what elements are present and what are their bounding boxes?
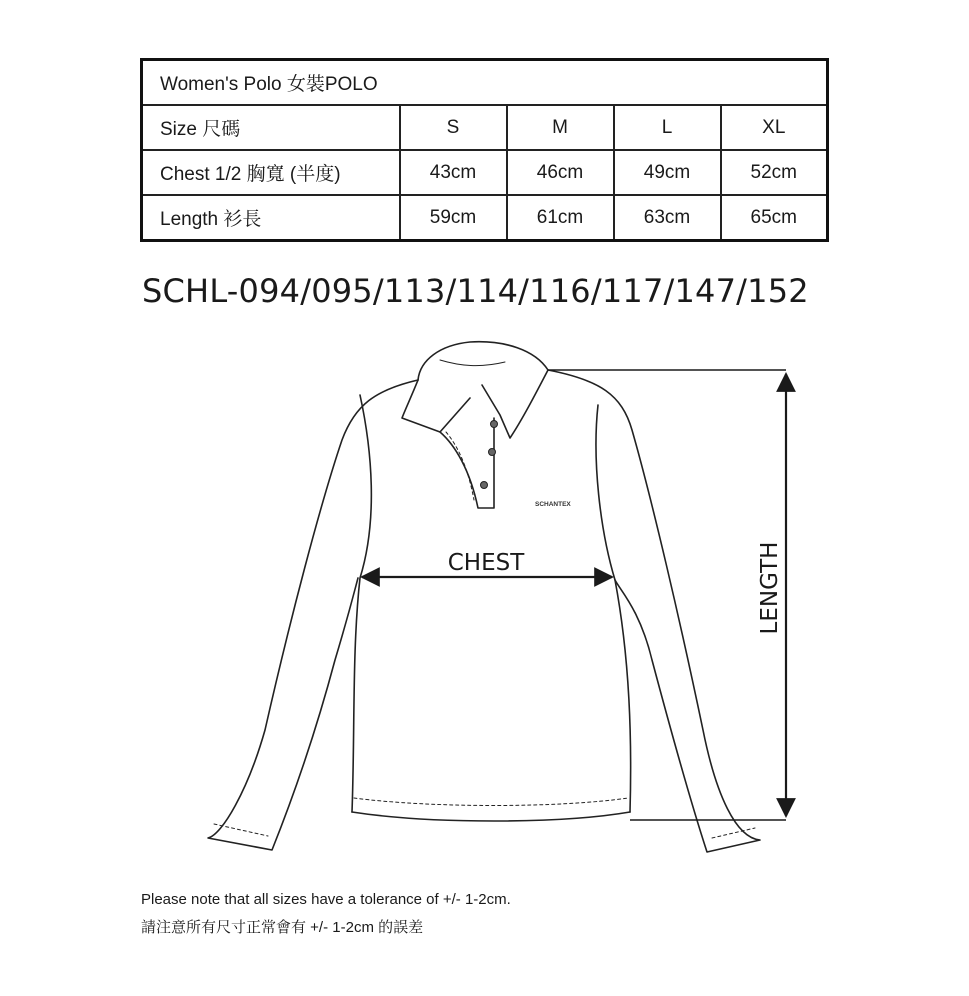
chest-label: CHEST: [447, 550, 525, 576]
body-left-side: [352, 395, 371, 812]
length-label: LENGTH: [757, 541, 783, 635]
polo-shirt-diagram: [0, 320, 969, 880]
length-row-label: Length 衫長: [142, 195, 400, 241]
size-header-xl: XL: [721, 105, 828, 150]
table-row: [142, 195, 828, 241]
buttons: [481, 421, 498, 489]
size-header-s: S: [400, 105, 507, 150]
button-icon: [481, 482, 488, 489]
length-value-s: 59cm: [400, 195, 507, 241]
left-cuff-stitch: [214, 824, 268, 836]
placket: [440, 418, 494, 508]
length-value-l: 63cm: [614, 195, 721, 241]
size-header-m: M: [507, 105, 614, 150]
collar-right: [482, 370, 548, 438]
table-row: [142, 150, 828, 195]
table-header-row: [142, 105, 828, 150]
hem: [352, 812, 630, 821]
shirt-outline: [208, 342, 760, 852]
collar-back: [418, 342, 548, 380]
chest-value-xl: 52cm: [721, 150, 828, 195]
size-header-l: L: [614, 105, 721, 150]
chest-value-m: 46cm: [507, 150, 614, 195]
left-sleeve: [208, 380, 418, 850]
chest-row-label: Chest 1/2 胸寬 (半度): [142, 150, 400, 195]
body-right-side: [596, 405, 631, 812]
table-title: Women's Polo 女裝POLO: [142, 60, 828, 106]
tolerance-note-english: Please note that all sizes have a tolerance of +/- 1-2cm.: [141, 891, 511, 908]
chest-value-l: 49cm: [614, 150, 721, 195]
button-icon: [491, 421, 498, 428]
table-title-row: [142, 60, 828, 106]
right-sleeve: [548, 370, 760, 852]
brand-logo: SCHANTEX: [535, 501, 571, 508]
chest-value-s: 43cm: [400, 150, 507, 195]
tolerance-note-chinese: 請注意所有尺寸正常會有 +/- 1-2cm 的誤差: [141, 919, 424, 936]
collar-left: [402, 380, 470, 432]
collar-inner: [440, 360, 505, 366]
model-code: SCHL-094/095/113/114/116/117/147/152: [142, 272, 809, 310]
button-icon: [489, 449, 496, 456]
hem-stitch: [354, 798, 628, 806]
length-value-m: 61cm: [507, 195, 614, 241]
length-value-xl: 65cm: [721, 195, 828, 241]
size-chart-table: [140, 58, 829, 242]
size-header-label: Size 尺碼: [142, 105, 400, 150]
